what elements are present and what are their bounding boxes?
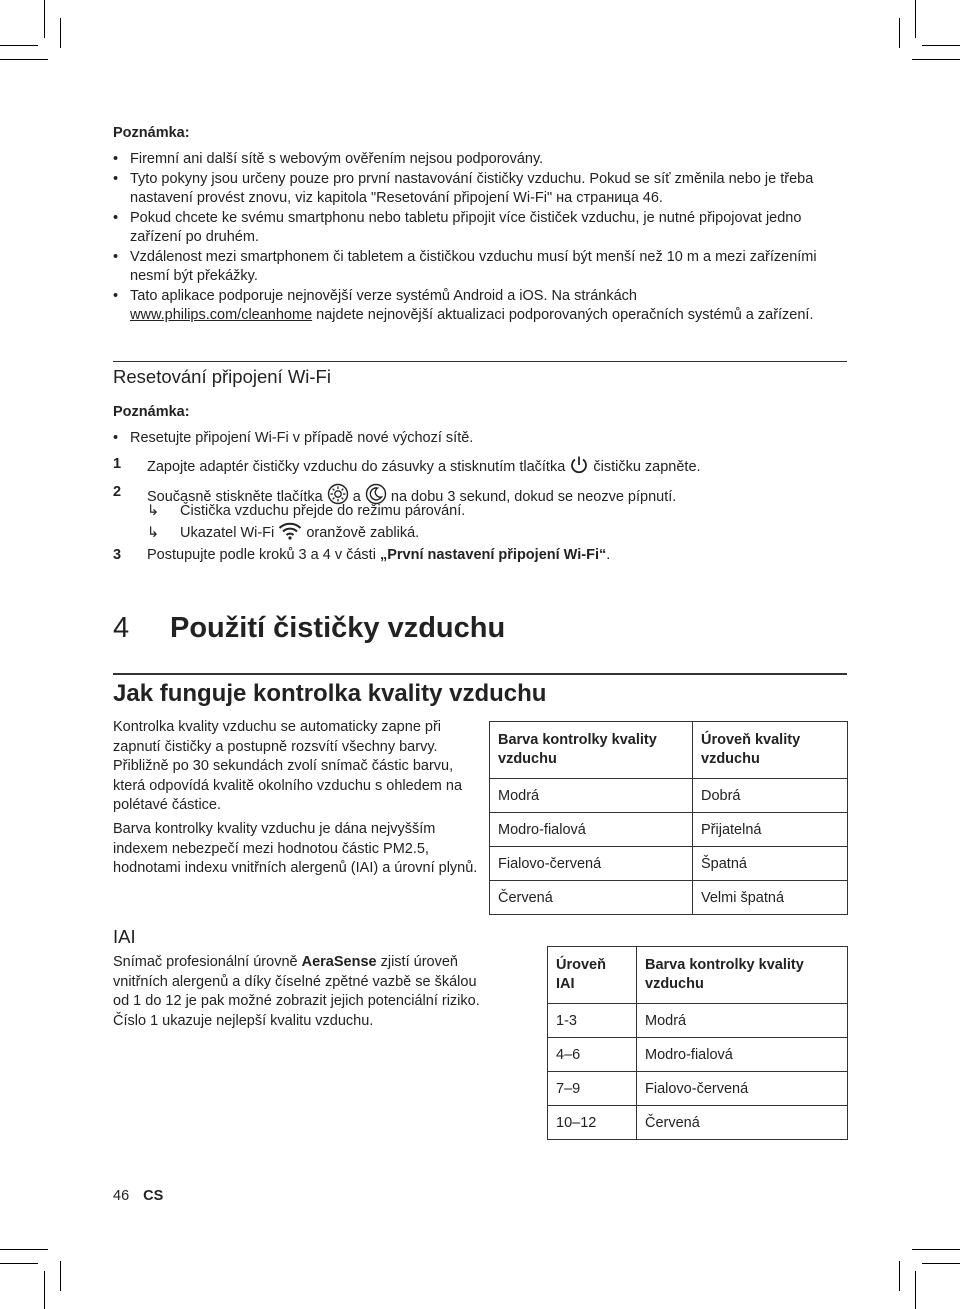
table-cell: Červená <box>637 1106 848 1140</box>
section-heading-reset: Resetování připojení Wi-Fi <box>113 366 331 387</box>
table-row <box>548 1004 848 1038</box>
note-title: Poznámka: <box>113 125 190 141</box>
table-header-row <box>490 722 848 779</box>
wifi-icon <box>278 521 302 547</box>
aqi-table <box>489 721 848 915</box>
chapter-title-text: Použití čističky vzduchu <box>170 612 506 644</box>
section-divider <box>113 361 847 362</box>
table-cell: Fialovo-červená <box>490 847 693 881</box>
page-footer <box>113 1188 163 1204</box>
table-cell: Dobrá <box>693 779 848 813</box>
result-text: Ukazatel Wi-Fi <box>180 525 279 541</box>
note-list <box>113 429 843 449</box>
table-cell: Fialovo-červená <box>637 1072 848 1106</box>
step-text: Současně stiskněte tlačítka <box>147 489 327 505</box>
iai-text: Snímač profesionální úrovně <box>113 954 302 970</box>
power-icon <box>569 455 589 481</box>
aerasense-brand: AeraSense <box>301 954 377 970</box>
table-header: Barva kontrolky kvality vzduchu <box>490 722 693 779</box>
table-cell: 4–6 <box>548 1038 637 1072</box>
table-cell: Modrá <box>637 1004 848 1038</box>
table-cell: 1-3 <box>548 1004 637 1038</box>
table-row <box>490 813 848 847</box>
step-number: 2 <box>113 484 122 500</box>
table-header: Úroveň kvality vzduchu <box>693 722 848 779</box>
table-cell: 10–12 <box>548 1106 637 1140</box>
result-arrow: ↳ <box>147 525 160 541</box>
list-item-text: najdete nejnovější aktualizaci podporovaných operačních systémů a zařízení. <box>312 307 814 323</box>
language-code: CS <box>143 1188 164 1204</box>
table-cell: Velmi špatná <box>693 881 848 915</box>
list-item: • Tyto pokyny jsou určeny pouze pro první nastavování čističky vzduchu. Pokud se síť změnila nebo je třeba nastavení provést znovu, viz kapitola "Resetování připojení Wi-Fi" на страница 46. <box>113 170 843 209</box>
step-text: . <box>606 547 611 563</box>
iai-text: zjistí úroveň vnitřních alergenů a díky číselné zpětné vazbě se škálou od 1 do 12 je pak možné zobrazit jejich potenciální riziko. Číslo 1 ukazuje nejlepší kvalitu vzduchu. <box>113 954 480 1029</box>
table-row <box>490 881 848 915</box>
step-text-bold: „První nastavení připojení Wi-Fi“ <box>379 547 607 563</box>
result-text: Čistička vzduchu přejde do režimu párování. <box>180 503 466 519</box>
list-item: • Pokud chcete ke svému smartphonu nebo tabletu připojit více čističek vzduchu, je nutné připojovat jedno zařízení po druhém. <box>113 209 843 248</box>
note-list <box>113 150 843 326</box>
philips-link[interactable]: www.philips.com/cleanhome <box>130 307 313 323</box>
step-text: Zapojte adaptér čističky vzduchu do zásuvky a stisknutím tlačítka <box>147 459 570 475</box>
table-cell: 7–9 <box>548 1072 637 1106</box>
table-cell: Modro-fialová <box>490 813 693 847</box>
page-number: 46 <box>113 1188 130 1204</box>
step-result <box>147 521 419 547</box>
table-cell: Modro-fialová <box>637 1038 848 1072</box>
section-heading-iai: IAI <box>113 926 136 947</box>
section-heading-aqi: Jak funguje kontrolka kvality vzduchu <box>113 680 547 707</box>
aqi-paragraph-1: Kontrolka kvality vzduchu se automaticky zapne při zapnutí čističky a postupně rozsvítí všechny barvy. Přibližně po 30 sekundách zvolí snímač částic barvu, která odpovídá kvalitě okolního vzduchu s ohledem na polétavé částice. <box>113 719 463 813</box>
step-text: Postupujte podle kroků 3 a 4 v části <box>147 547 380 563</box>
list-item: • Resetujte připojení Wi-Fi v případě nové výchozí sítě. <box>113 429 843 449</box>
step-text: na dobu 3 sekund, dokud se neozve pípnutí. <box>386 489 677 505</box>
list-item <box>113 287 843 326</box>
table-row <box>490 847 848 881</box>
step-number: 3 <box>113 547 122 563</box>
list-item: • Vzdálenost mezi smartphonem či tabletem a čističkou vzduchu musí být menší než 10 m a mezi zařízeními nesmí být překážky. <box>113 248 843 287</box>
table-header: Barva kontrolky kvality vzduchu <box>637 947 848 1004</box>
table-row <box>548 1038 848 1072</box>
table-cell: Přijatelná <box>693 813 848 847</box>
result-arrow: ↳ <box>147 503 160 519</box>
chapter-number: 4 <box>113 612 130 644</box>
table-cell: Červená <box>490 881 693 915</box>
list-item-text: Tato aplikace podporuje nejnovější verze systémů Android a iOS. Na stránkách <box>130 287 637 304</box>
step-text: čističku zapněte. <box>589 459 701 475</box>
table-cell: Modrá <box>490 779 693 813</box>
table-row <box>548 1072 848 1106</box>
step-number: 1 <box>113 456 122 472</box>
aqi-paragraph-2: Barva kontrolky kvality vzduchu je dána nejvyšším indexem nebezpečí mezi hodnotou částic PM2.5, hodnotami indexu vnitřních alergenů (IAI) a úrovní plynů. <box>113 821 478 876</box>
table-row <box>548 1106 848 1140</box>
table-cell: Špatná <box>693 847 848 881</box>
table-header: Úroveň IAI <box>548 947 637 1004</box>
step-text: a <box>348 489 365 505</box>
note-title: Poznámka: <box>113 404 190 420</box>
list-item: • Firemní ani další sítě s webovým ověřením nejsou podporovány. <box>113 150 843 170</box>
chapter-divider <box>113 673 847 675</box>
iai-table <box>547 946 848 1140</box>
table-row <box>490 779 848 813</box>
table-header-row <box>548 947 848 1004</box>
result-text: oranžově zabliká. <box>302 525 420 541</box>
step-result <box>147 502 465 521</box>
iai-paragraph <box>113 953 491 1031</box>
